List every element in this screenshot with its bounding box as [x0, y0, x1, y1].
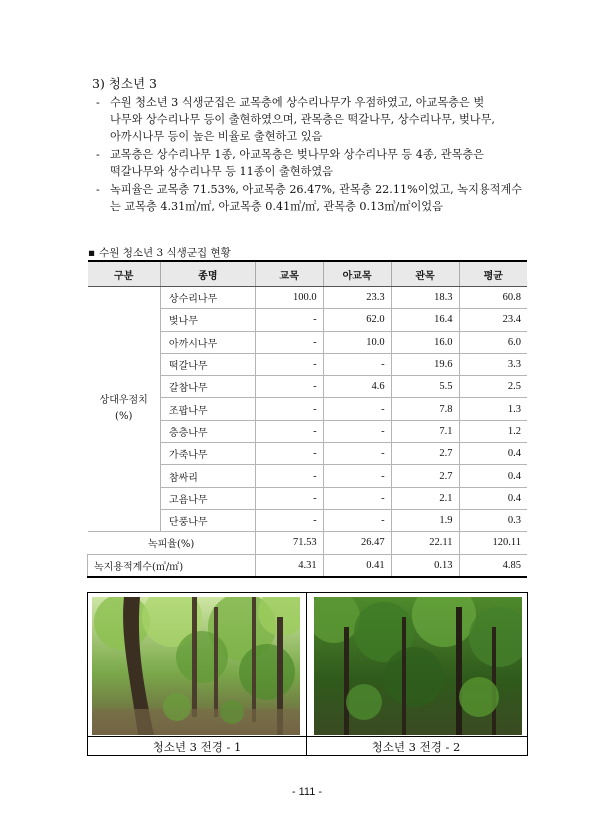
average-value: 0.3: [459, 509, 527, 531]
shrub-value: 2.7: [391, 465, 459, 487]
bullet-line: 아까시나무 등이 높은 비율로 출현하고 있음: [110, 130, 323, 143]
tree-value: -: [255, 420, 323, 442]
species-name: 상수리나무: [160, 287, 255, 309]
subtree-value: 0.41: [323, 554, 391, 577]
bullet-list: [96, 94, 541, 216]
average-value: 1.3: [459, 398, 527, 420]
table-header-row: [88, 261, 528, 287]
average-value: 1.2: [459, 420, 527, 442]
summary-row: [88, 532, 528, 554]
average-value: 4.85: [459, 554, 527, 577]
tree-value: -: [255, 443, 323, 465]
shrub-value: 16.0: [391, 331, 459, 353]
average-value: 0.4: [459, 443, 527, 465]
subtree-value: 23.3: [323, 287, 391, 309]
tree-value: -: [255, 376, 323, 398]
shrub-value: 2.1: [391, 487, 459, 509]
summary-row: [88, 554, 528, 577]
subtree-value: -: [323, 353, 391, 375]
tree-value: -: [255, 331, 323, 353]
tree-value: -: [255, 487, 323, 509]
caption-bullet: ▪: [88, 247, 96, 259]
bullet-line: 교목층은 상수리나무 1종, 아교목층은 벚나무와 상수리나무 등 4종, 관목층은: [110, 148, 485, 161]
shrub-value: 22.11: [391, 532, 459, 554]
species-name: 떡갈나무: [160, 353, 255, 375]
header-tree-layer: 교목: [255, 261, 323, 287]
forest-photo-1: [92, 597, 300, 735]
table-body: [88, 287, 528, 577]
bullet-item: [96, 181, 541, 215]
subtree-value: -: [323, 487, 391, 509]
photo-panel: [87, 592, 528, 756]
group-label-cell: [88, 287, 161, 532]
bullet-line: 녹피율은 교목층 71.53%, 아교목층 26.47%, 관목층 22.11%이었고, 녹지용적계수: [110, 183, 523, 196]
tree-value: -: [255, 309, 323, 331]
bullet-line: 떡갈나무와 상수리나무 등 11종이 출현하였음: [110, 165, 333, 178]
shrub-value: 7.8: [391, 398, 459, 420]
summary-label: 녹피율(%): [88, 532, 256, 554]
species-name: 단풍나무: [160, 509, 255, 531]
subtree-value: 26.47: [323, 532, 391, 554]
summary-label: 녹지용적계수(㎥/㎡): [88, 554, 256, 577]
bullet-line: 는 교목층 4.31㎥/㎡, 아교목층 0.41㎥/㎡, 관목층 0.13㎥/㎡이었음: [110, 200, 443, 213]
table-caption: [88, 245, 231, 260]
species-name: 고욤나무: [160, 487, 255, 509]
tree-value: -: [255, 398, 323, 420]
page-number: - 111 -: [291, 786, 323, 798]
shrub-value: 0.13: [391, 554, 459, 577]
photo-caption-2: 청소년 3 전경 - 2: [371, 740, 461, 754]
species-name: 벚나무: [160, 309, 255, 331]
tree-value: 71.53: [255, 532, 323, 554]
table-row: [88, 287, 528, 309]
shrub-value: 1.9: [391, 509, 459, 531]
header-category: 구분: [88, 261, 161, 287]
bullet-item: [96, 94, 541, 145]
shrub-value: 19.6: [391, 353, 459, 375]
subtree-value: 4.6: [323, 376, 391, 398]
average-value: 120.11: [459, 532, 527, 554]
photo-caption-1: 청소년 3 전경 - 1: [152, 740, 242, 754]
subtree-value: 62.0: [323, 309, 391, 331]
bullet-dash: -: [96, 183, 100, 196]
species-name: 조팝나무: [160, 398, 255, 420]
bullet-dash: -: [96, 96, 100, 109]
species-name: 층층나무: [160, 420, 255, 442]
group-label: 상대우점치: [99, 395, 148, 407]
header-species: 종명: [160, 261, 255, 287]
subtree-value: -: [323, 398, 391, 420]
tree-value: 4.31: [255, 554, 323, 577]
header-subtree-layer: 아교목: [323, 261, 391, 287]
tree-value: -: [255, 465, 323, 487]
photo-divider: [306, 593, 307, 755]
species-name: 갈참나무: [160, 376, 255, 398]
average-value: 2.5: [459, 376, 527, 398]
group-label-unit: (%): [115, 411, 133, 423]
bullet-line: 수원 청소년 3 식생군집은 교목층에 상수리나무가 우점하였고, 아교목층은 벚: [110, 96, 485, 109]
bullet-item: [96, 146, 541, 180]
section-title: 3) 청소년 3: [92, 76, 157, 91]
bullet-dash: -: [96, 148, 100, 161]
subtree-value: 10.0: [323, 331, 391, 353]
average-value: 60.8: [459, 287, 527, 309]
shrub-value: 5.5: [391, 376, 459, 398]
tree-value: -: [255, 353, 323, 375]
shrub-value: 2.7: [391, 443, 459, 465]
table-caption-text: 수원 청소년 3 식생군집 현황: [99, 247, 231, 259]
average-value: 23.4: [459, 309, 527, 331]
species-name: 참싸리: [160, 465, 255, 487]
tree-value: -: [255, 509, 323, 531]
bullet-line: 나무와 상수리나무 등이 출현하였으며, 관목층은 떡갈나무, 상수리나무, 벚나무,: [110, 113, 495, 126]
subtree-value: -: [323, 509, 391, 531]
species-name: 아까시나무: [160, 331, 255, 353]
tree-value: 100.0: [255, 287, 323, 309]
subtree-value: -: [323, 465, 391, 487]
header-average: 평균: [459, 261, 527, 287]
subtree-value: -: [323, 443, 391, 465]
average-value: 6.0: [459, 331, 527, 353]
average-value: 3.3: [459, 353, 527, 375]
shrub-value: 16.4: [391, 309, 459, 331]
vegetation-table: [87, 260, 527, 578]
average-value: 0.4: [459, 487, 527, 509]
average-value: 0.4: [459, 465, 527, 487]
header-shrub-layer: 관목: [391, 261, 459, 287]
shrub-value: 18.3: [391, 287, 459, 309]
subtree-value: -: [323, 420, 391, 442]
shrub-value: 7.1: [391, 420, 459, 442]
forest-photo-2: [314, 597, 522, 735]
species-name: 가죽나무: [160, 443, 255, 465]
caption-divider: [88, 736, 527, 737]
